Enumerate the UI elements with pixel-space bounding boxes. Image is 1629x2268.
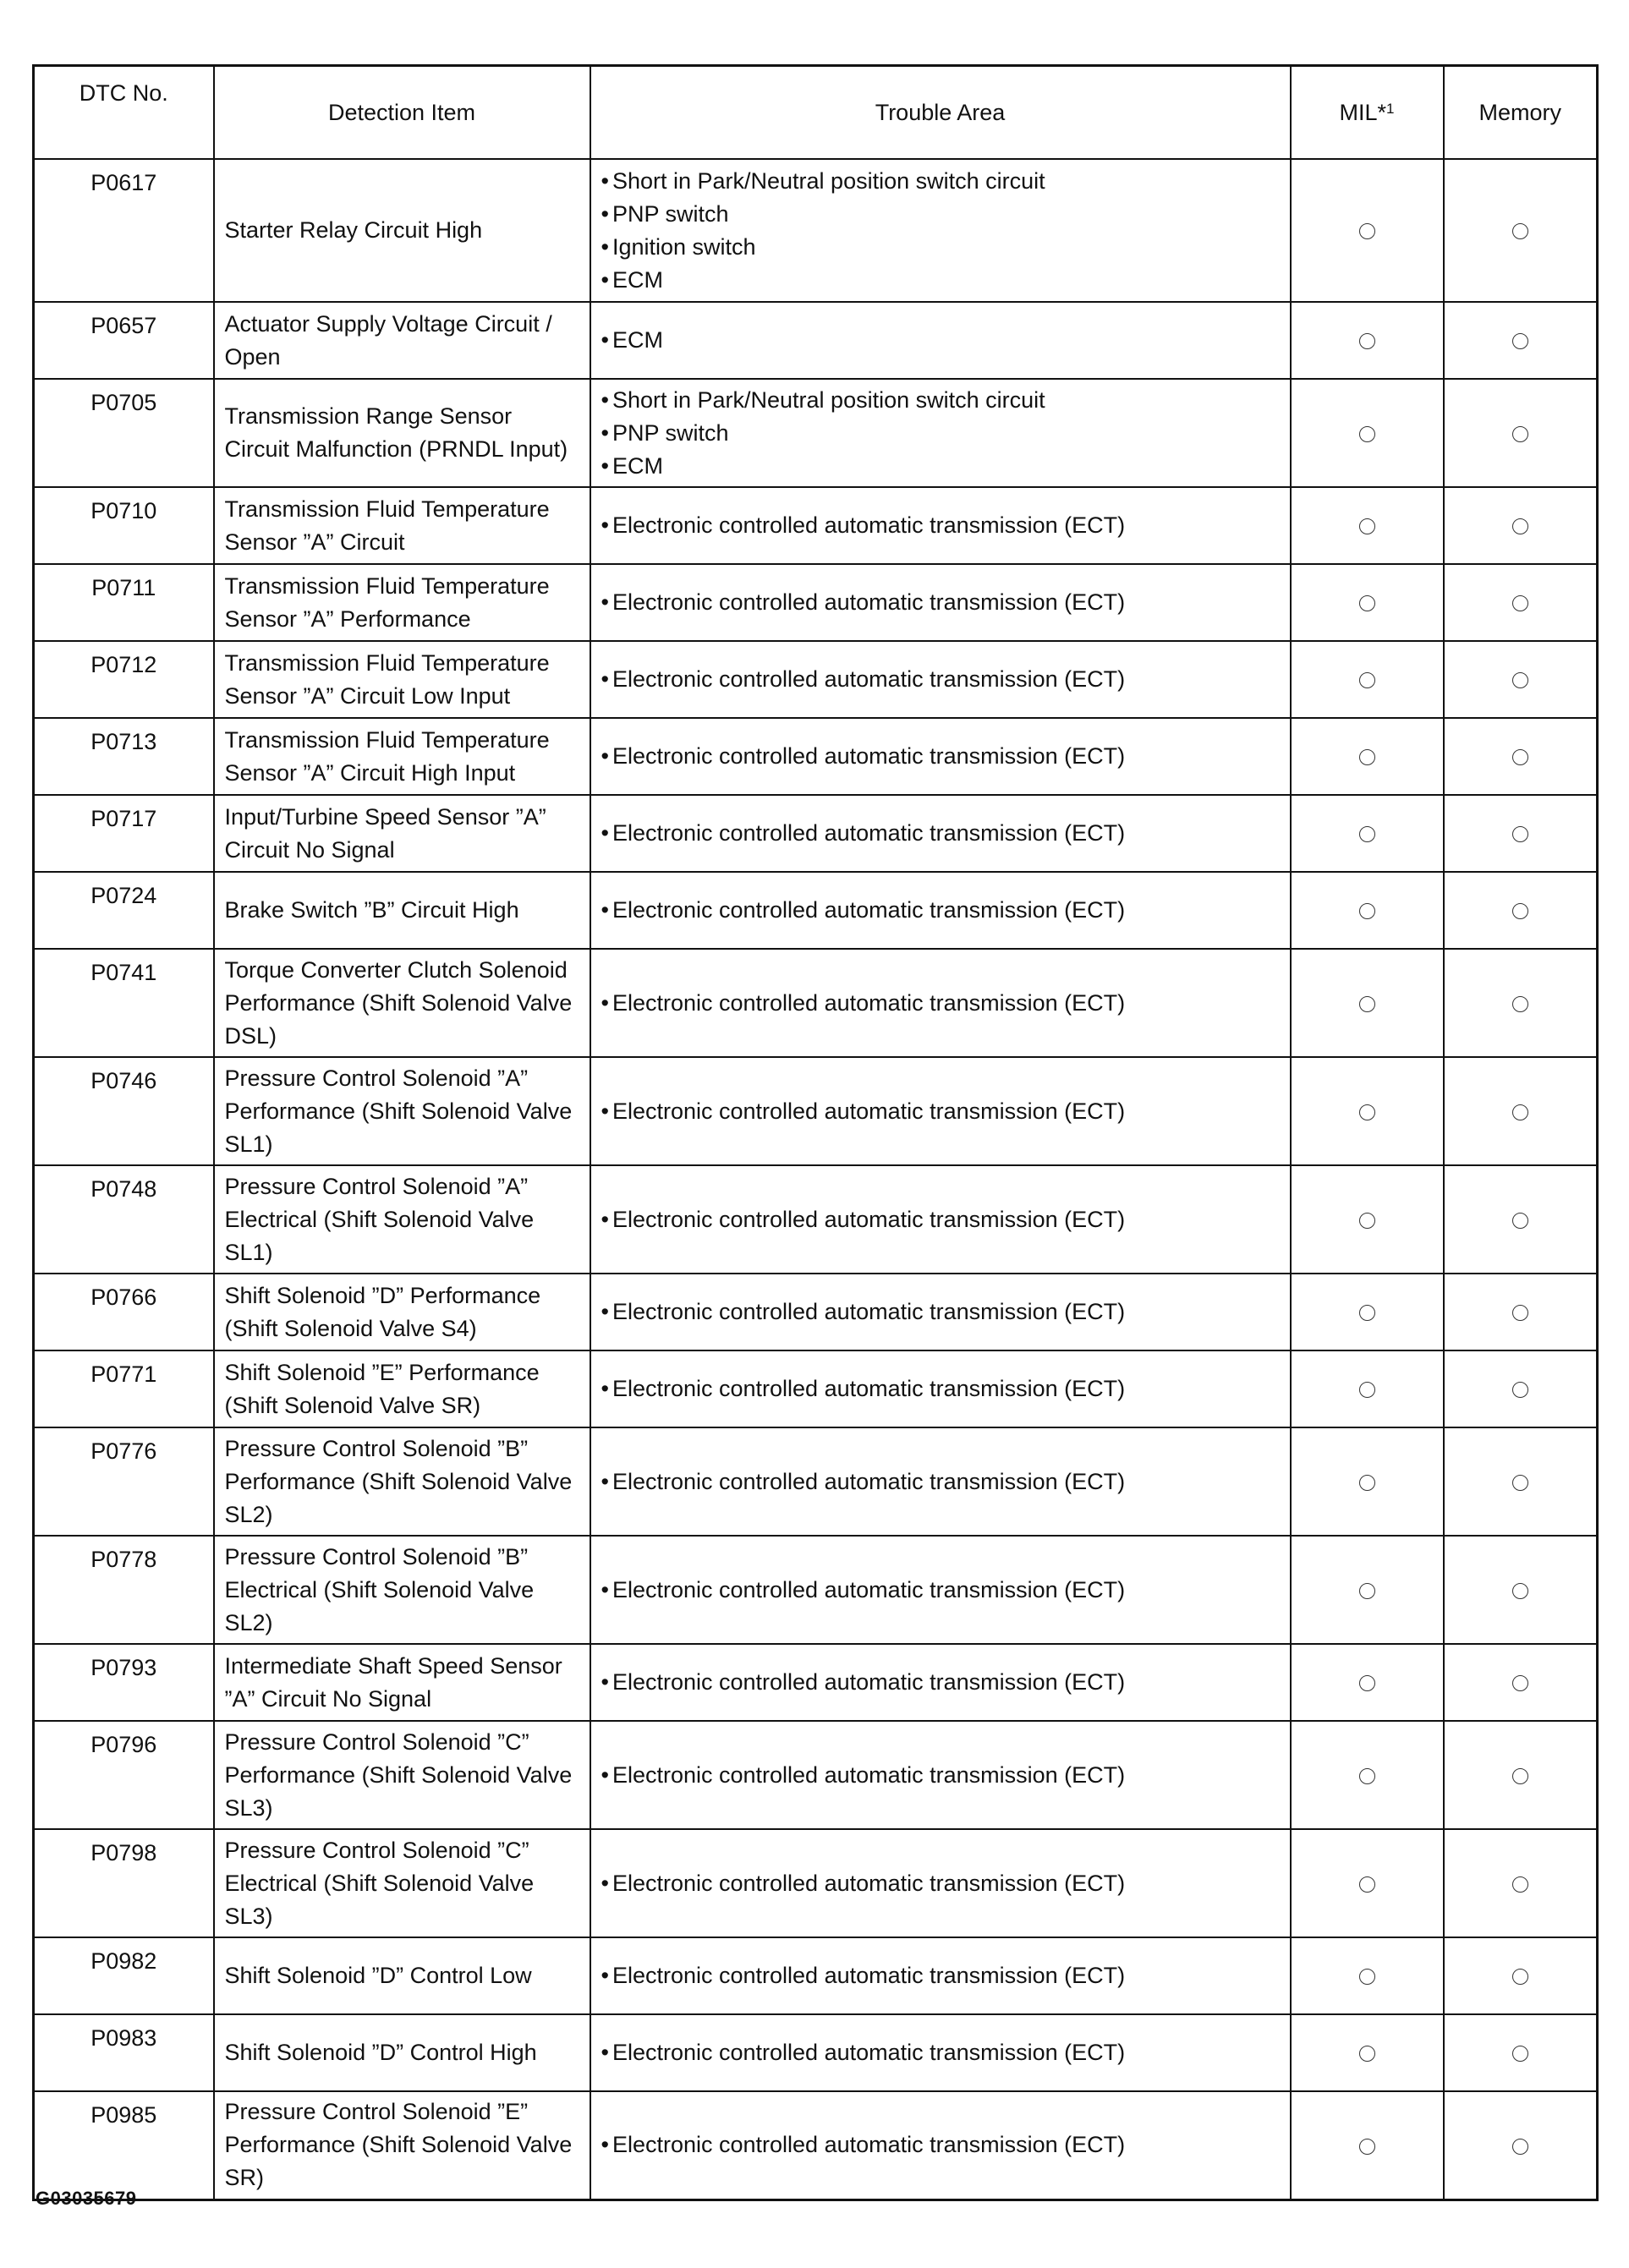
trouble-area-list bbox=[601, 509, 1281, 542]
dtc-code-cell: P0741 bbox=[34, 949, 214, 1057]
detection-item-cell: Starter Relay Circuit High bbox=[214, 159, 590, 302]
mil-cell bbox=[1291, 1427, 1444, 1536]
dtc-table bbox=[32, 64, 1599, 2201]
trouble-area-list bbox=[601, 1666, 1281, 1699]
trouble-area-cell bbox=[590, 564, 1291, 641]
memory-circle-icon bbox=[1512, 1382, 1528, 1398]
mil-circle-icon bbox=[1359, 426, 1375, 442]
trouble-area-item: • Electronic controlled automatic transmission (ECT) bbox=[601, 1867, 1281, 1900]
detection-item-cell: Pressure Control Solenoid ”B” Electrical (Shift Solenoid Valve SL2) bbox=[214, 1536, 590, 1644]
table-row bbox=[34, 379, 1598, 487]
memory-cell bbox=[1444, 718, 1598, 795]
trouble-area-cell bbox=[590, 1937, 1291, 2014]
dtc-code-cell: P0748 bbox=[34, 1165, 214, 1274]
trouble-area-item: • Electronic controlled automatic transmission (ECT) bbox=[601, 1759, 1281, 1792]
trouble-area-list bbox=[601, 165, 1281, 297]
trouble-area-cell bbox=[590, 641, 1291, 718]
memory-cell bbox=[1444, 1644, 1598, 1721]
trouble-area-item: • ECM bbox=[601, 264, 1281, 297]
header-dtc-no: DTC No. bbox=[34, 66, 214, 160]
trouble-area-item: • Electronic controlled automatic transmission (ECT) bbox=[601, 894, 1281, 927]
dtc-code-cell: P0776 bbox=[34, 1427, 214, 1536]
detection-item-cell: Pressure Control Solenoid ”A” Electrical (Shift Solenoid Valve SL1) bbox=[214, 1165, 590, 1274]
trouble-area-cell bbox=[590, 2014, 1291, 2091]
detection-item-cell: Transmission Range Sensor Circuit Malfunction (PRNDL Input) bbox=[214, 379, 590, 487]
memory-cell bbox=[1444, 564, 1598, 641]
trouble-area-list bbox=[601, 740, 1281, 773]
table-row bbox=[34, 1721, 1598, 1829]
table-body bbox=[34, 159, 1598, 2200]
dtc-code-cell: P0617 bbox=[34, 159, 214, 302]
mil-cell bbox=[1291, 949, 1444, 1057]
trouble-area-list bbox=[601, 1574, 1281, 1607]
trouble-area-cell bbox=[590, 2091, 1291, 2200]
mil-circle-icon bbox=[1359, 518, 1375, 534]
detection-item-cell: Shift Solenoid ”D” Control Low bbox=[214, 1937, 590, 2014]
mil-circle-icon bbox=[1359, 223, 1375, 239]
dtc-code-cell: P0712 bbox=[34, 641, 214, 718]
header-mil bbox=[1291, 66, 1444, 160]
memory-cell bbox=[1444, 159, 1598, 302]
dtc-code-cell: P0710 bbox=[34, 487, 214, 564]
table-row bbox=[34, 641, 1598, 718]
memory-cell bbox=[1444, 1937, 1598, 2014]
table-row bbox=[34, 1165, 1598, 1274]
detection-item-cell: Brake Switch ”B” Circuit High bbox=[214, 872, 590, 949]
detection-item-cell: Shift Solenoid ”D” Performance (Shift Solenoid Valve S4) bbox=[214, 1274, 590, 1350]
memory-circle-icon bbox=[1512, 1104, 1528, 1120]
trouble-area-list bbox=[601, 1465, 1281, 1498]
trouble-area-item: • ECM bbox=[601, 450, 1281, 483]
mil-circle-icon bbox=[1359, 1969, 1375, 1985]
dtc-code-cell: P0711 bbox=[34, 564, 214, 641]
memory-circle-icon bbox=[1512, 826, 1528, 842]
memory-cell bbox=[1444, 302, 1598, 379]
detection-item-cell: Transmission Fluid Temperature Sensor ”A” Circuit Low Input bbox=[214, 641, 590, 718]
table-row bbox=[34, 718, 1598, 795]
header-memory: Memory bbox=[1444, 66, 1598, 160]
table-row bbox=[34, 1350, 1598, 1427]
trouble-area-list bbox=[601, 2036, 1281, 2069]
trouble-area-item: • Electronic controlled automatic transmission (ECT) bbox=[601, 740, 1281, 773]
dtc-code-cell: P0746 bbox=[34, 1057, 214, 1165]
detection-item-cell: Pressure Control Solenoid ”A” Performance (Shift Solenoid Valve SL1) bbox=[214, 1057, 590, 1165]
memory-circle-icon bbox=[1512, 1583, 1528, 1599]
detection-item-cell: Shift Solenoid ”D” Control High bbox=[214, 2014, 590, 2091]
detection-item-cell: Intermediate Shaft Speed Sensor ”A” Circuit No Signal bbox=[214, 1644, 590, 1721]
trouble-area-cell bbox=[590, 1644, 1291, 1721]
trouble-area-item: • Electronic controlled automatic transmission (ECT) bbox=[601, 1296, 1281, 1328]
mil-cell bbox=[1291, 2091, 1444, 2200]
trouble-area-list bbox=[601, 586, 1281, 619]
memory-circle-icon bbox=[1512, 595, 1528, 611]
header-mil-note: 1 bbox=[1386, 100, 1395, 117]
trouble-area-list bbox=[601, 1372, 1281, 1405]
mil-circle-icon bbox=[1359, 996, 1375, 1012]
mil-cell bbox=[1291, 379, 1444, 487]
trouble-area-list bbox=[601, 384, 1281, 483]
memory-circle-icon bbox=[1512, 1969, 1528, 1985]
memory-cell bbox=[1444, 1350, 1598, 1427]
memory-circle-icon bbox=[1512, 333, 1528, 349]
memory-cell bbox=[1444, 795, 1598, 872]
trouble-area-cell bbox=[590, 159, 1291, 302]
trouble-area-cell bbox=[590, 1165, 1291, 1274]
mil-circle-icon bbox=[1359, 672, 1375, 688]
memory-cell bbox=[1444, 641, 1598, 718]
memory-cell bbox=[1444, 379, 1598, 487]
header-mil-label: MIL* bbox=[1339, 99, 1387, 125]
trouble-area-list bbox=[601, 663, 1281, 696]
trouble-area-cell bbox=[590, 1427, 1291, 1536]
detection-item-cell: Transmission Fluid Temperature Sensor ”A” Performance bbox=[214, 564, 590, 641]
memory-cell bbox=[1444, 1536, 1598, 1644]
trouble-area-item: • Electronic controlled automatic transmission (ECT) bbox=[601, 1372, 1281, 1405]
memory-circle-icon bbox=[1512, 2046, 1528, 2062]
dtc-code-cell: P0657 bbox=[34, 302, 214, 379]
trouble-area-cell bbox=[590, 1829, 1291, 1937]
trouble-area-item: • PNP switch bbox=[601, 417, 1281, 450]
trouble-area-item: • Electronic controlled automatic transmission (ECT) bbox=[601, 2036, 1281, 2069]
table-row bbox=[34, 159, 1598, 302]
memory-circle-icon bbox=[1512, 518, 1528, 534]
memory-circle-icon bbox=[1512, 1305, 1528, 1321]
memory-cell bbox=[1444, 1721, 1598, 1829]
table-row bbox=[34, 949, 1598, 1057]
trouble-area-list bbox=[601, 2128, 1281, 2161]
detection-item-cell: Transmission Fluid Temperature Sensor ”A” Circuit High Input bbox=[214, 718, 590, 795]
trouble-area-item: • PNP switch bbox=[601, 198, 1281, 231]
dtc-code-cell: P0717 bbox=[34, 795, 214, 872]
trouble-area-list bbox=[601, 1867, 1281, 1900]
dtc-code-cell: P0778 bbox=[34, 1536, 214, 1644]
detection-item-cell: Pressure Control Solenoid ”C” Performance (Shift Solenoid Valve SL3) bbox=[214, 1721, 590, 1829]
table-row bbox=[34, 2091, 1598, 2200]
mil-circle-icon bbox=[1359, 2046, 1375, 2062]
mil-circle-icon bbox=[1359, 1213, 1375, 1229]
trouble-area-item: • Electronic controlled automatic transmission (ECT) bbox=[601, 1666, 1281, 1699]
memory-circle-icon bbox=[1512, 672, 1528, 688]
mil-cell bbox=[1291, 159, 1444, 302]
detection-item-cell: Actuator Supply Voltage Circuit / Open bbox=[214, 302, 590, 379]
table-row bbox=[34, 564, 1598, 641]
dtc-code-cell: P0705 bbox=[34, 379, 214, 487]
memory-circle-icon bbox=[1512, 223, 1528, 239]
table-row bbox=[34, 1057, 1598, 1165]
table-row bbox=[34, 1829, 1598, 1937]
mil-circle-icon bbox=[1359, 1475, 1375, 1491]
trouble-area-item: • ECM bbox=[601, 324, 1281, 357]
trouble-area-cell bbox=[590, 1536, 1291, 1644]
detection-item-cell: Shift Solenoid ”E” Performance (Shift Solenoid Valve SR) bbox=[214, 1350, 590, 1427]
trouble-area-item: • Ignition switch bbox=[601, 231, 1281, 264]
table-row bbox=[34, 2014, 1598, 2091]
trouble-area-list bbox=[601, 1959, 1281, 1992]
trouble-area-item: • Short in Park/Neutral position switch circuit bbox=[601, 384, 1281, 417]
dtc-code-cell: P0798 bbox=[34, 1829, 214, 1937]
mil-cell bbox=[1291, 1536, 1444, 1644]
dtc-code-cell: P0724 bbox=[34, 872, 214, 949]
mil-circle-icon bbox=[1359, 826, 1375, 842]
trouble-area-cell bbox=[590, 487, 1291, 564]
mil-circle-icon bbox=[1359, 1104, 1375, 1120]
trouble-area-list bbox=[601, 894, 1281, 927]
memory-cell bbox=[1444, 1829, 1598, 1937]
trouble-area-cell bbox=[590, 718, 1291, 795]
mil-circle-icon bbox=[1359, 2139, 1375, 2155]
trouble-area-cell bbox=[590, 1350, 1291, 1427]
mil-cell bbox=[1291, 302, 1444, 379]
header-detection-item: Detection Item bbox=[214, 66, 590, 160]
memory-cell bbox=[1444, 1274, 1598, 1350]
trouble-area-item: • Electronic controlled automatic transmission (ECT) bbox=[601, 586, 1281, 619]
table-row bbox=[34, 1644, 1598, 1721]
mil-circle-icon bbox=[1359, 749, 1375, 765]
memory-cell bbox=[1444, 1427, 1598, 1536]
dtc-code-cell: P0985 bbox=[34, 2091, 214, 2200]
trouble-area-list bbox=[601, 324, 1281, 357]
dtc-code-cell: P0793 bbox=[34, 1644, 214, 1721]
detection-item-cell: Pressure Control Solenoid ”B” Performance (Shift Solenoid Valve SL2) bbox=[214, 1427, 590, 1536]
trouble-area-item: • Electronic controlled automatic transmission (ECT) bbox=[601, 509, 1281, 542]
memory-circle-icon bbox=[1512, 1768, 1528, 1784]
trouble-area-list bbox=[601, 1095, 1281, 1128]
memory-cell bbox=[1444, 949, 1598, 1057]
mil-cell bbox=[1291, 1829, 1444, 1937]
dtc-code-cell: P0982 bbox=[34, 1937, 214, 2014]
memory-circle-icon bbox=[1512, 1475, 1528, 1491]
mil-cell bbox=[1291, 1937, 1444, 2014]
dtc-code-cell: P0771 bbox=[34, 1350, 214, 1427]
mil-cell bbox=[1291, 795, 1444, 872]
mil-cell bbox=[1291, 1165, 1444, 1274]
trouble-area-item: • Electronic controlled automatic transmission (ECT) bbox=[601, 1959, 1281, 1992]
table-header bbox=[34, 66, 1598, 160]
dtc-code-cell: P0796 bbox=[34, 1721, 214, 1829]
mil-cell bbox=[1291, 564, 1444, 641]
detection-item-cell: Pressure Control Solenoid ”C” Electrical (Shift Solenoid Valve SL3) bbox=[214, 1829, 590, 1937]
trouble-area-item: • Short in Park/Neutral position switch circuit bbox=[601, 165, 1281, 198]
mil-cell bbox=[1291, 1644, 1444, 1721]
trouble-area-item: • Electronic controlled automatic transmission (ECT) bbox=[601, 987, 1281, 1020]
memory-cell bbox=[1444, 872, 1598, 949]
mil-circle-icon bbox=[1359, 333, 1375, 349]
mil-cell bbox=[1291, 1721, 1444, 1829]
trouble-area-cell bbox=[590, 1057, 1291, 1165]
trouble-area-item: • Electronic controlled automatic transmission (ECT) bbox=[601, 1574, 1281, 1607]
trouble-area-item: • Electronic controlled automatic transmission (ECT) bbox=[601, 1465, 1281, 1498]
memory-circle-icon bbox=[1512, 2139, 1528, 2155]
table-row bbox=[34, 872, 1598, 949]
trouble-area-item: • Electronic controlled automatic transmission (ECT) bbox=[601, 1095, 1281, 1128]
mil-cell bbox=[1291, 718, 1444, 795]
mil-circle-icon bbox=[1359, 1675, 1375, 1691]
mil-circle-icon bbox=[1359, 595, 1375, 611]
memory-circle-icon bbox=[1512, 903, 1528, 919]
table-row bbox=[34, 1274, 1598, 1350]
detection-item-cell: Torque Converter Clutch Solenoid Performance (Shift Solenoid Valve DSL) bbox=[214, 949, 590, 1057]
dtc-code-cell: P0766 bbox=[34, 1274, 214, 1350]
memory-cell bbox=[1444, 2014, 1598, 2091]
mil-circle-icon bbox=[1359, 1305, 1375, 1321]
trouble-area-cell bbox=[590, 872, 1291, 949]
trouble-area-item: • Electronic controlled automatic transmission (ECT) bbox=[601, 2128, 1281, 2161]
mil-cell bbox=[1291, 1274, 1444, 1350]
header-trouble-area: Trouble Area bbox=[590, 66, 1291, 160]
mil-circle-icon bbox=[1359, 903, 1375, 919]
trouble-area-item: • Electronic controlled automatic transmission (ECT) bbox=[601, 817, 1281, 850]
table-row bbox=[34, 1427, 1598, 1536]
table-row bbox=[34, 302, 1598, 379]
trouble-area-item: • Electronic controlled automatic transmission (ECT) bbox=[601, 1203, 1281, 1236]
detection-item-cell: Input/Turbine Speed Sensor ”A” Circuit No Signal bbox=[214, 795, 590, 872]
mil-cell bbox=[1291, 1350, 1444, 1427]
table-row bbox=[34, 1937, 1598, 2014]
header-row bbox=[34, 66, 1598, 160]
memory-circle-icon bbox=[1512, 996, 1528, 1012]
trouble-area-cell bbox=[590, 795, 1291, 872]
mil-cell bbox=[1291, 641, 1444, 718]
dtc-code-cell: P0983 bbox=[34, 2014, 214, 2091]
memory-circle-icon bbox=[1512, 426, 1528, 442]
mil-circle-icon bbox=[1359, 1583, 1375, 1599]
trouble-area-cell bbox=[590, 1721, 1291, 1829]
mil-cell bbox=[1291, 2014, 1444, 2091]
mil-circle-icon bbox=[1359, 1382, 1375, 1398]
trouble-area-cell bbox=[590, 379, 1291, 487]
trouble-area-list bbox=[601, 1203, 1281, 1236]
mil-cell bbox=[1291, 1057, 1444, 1165]
detection-item-cell: Pressure Control Solenoid ”E” Performance (Shift Solenoid Valve SR) bbox=[214, 2091, 590, 2200]
mil-circle-icon bbox=[1359, 1768, 1375, 1784]
trouble-area-item: • Electronic controlled automatic transmission (ECT) bbox=[601, 663, 1281, 696]
memory-circle-icon bbox=[1512, 1876, 1528, 1893]
memory-circle-icon bbox=[1512, 1213, 1528, 1229]
trouble-area-list bbox=[601, 987, 1281, 1020]
dtc-code-cell: P0713 bbox=[34, 718, 214, 795]
table-row bbox=[34, 1536, 1598, 1644]
figure-id: G03035679 bbox=[36, 2188, 137, 2209]
trouble-area-list bbox=[601, 1759, 1281, 1792]
memory-cell bbox=[1444, 1165, 1598, 1274]
table-row bbox=[34, 795, 1598, 872]
memory-cell bbox=[1444, 1057, 1598, 1165]
memory-circle-icon bbox=[1512, 1675, 1528, 1691]
table-row bbox=[34, 487, 1598, 564]
trouble-area-cell bbox=[590, 949, 1291, 1057]
mil-cell bbox=[1291, 487, 1444, 564]
mil-cell bbox=[1291, 872, 1444, 949]
trouble-area-list bbox=[601, 817, 1281, 850]
memory-cell bbox=[1444, 2091, 1598, 2200]
trouble-area-list bbox=[601, 1296, 1281, 1328]
detection-item-cell: Transmission Fluid Temperature Sensor ”A” Circuit bbox=[214, 487, 590, 564]
trouble-area-cell bbox=[590, 1274, 1291, 1350]
mil-circle-icon bbox=[1359, 1876, 1375, 1893]
memory-cell bbox=[1444, 487, 1598, 564]
memory-circle-icon bbox=[1512, 749, 1528, 765]
trouble-area-cell bbox=[590, 302, 1291, 379]
